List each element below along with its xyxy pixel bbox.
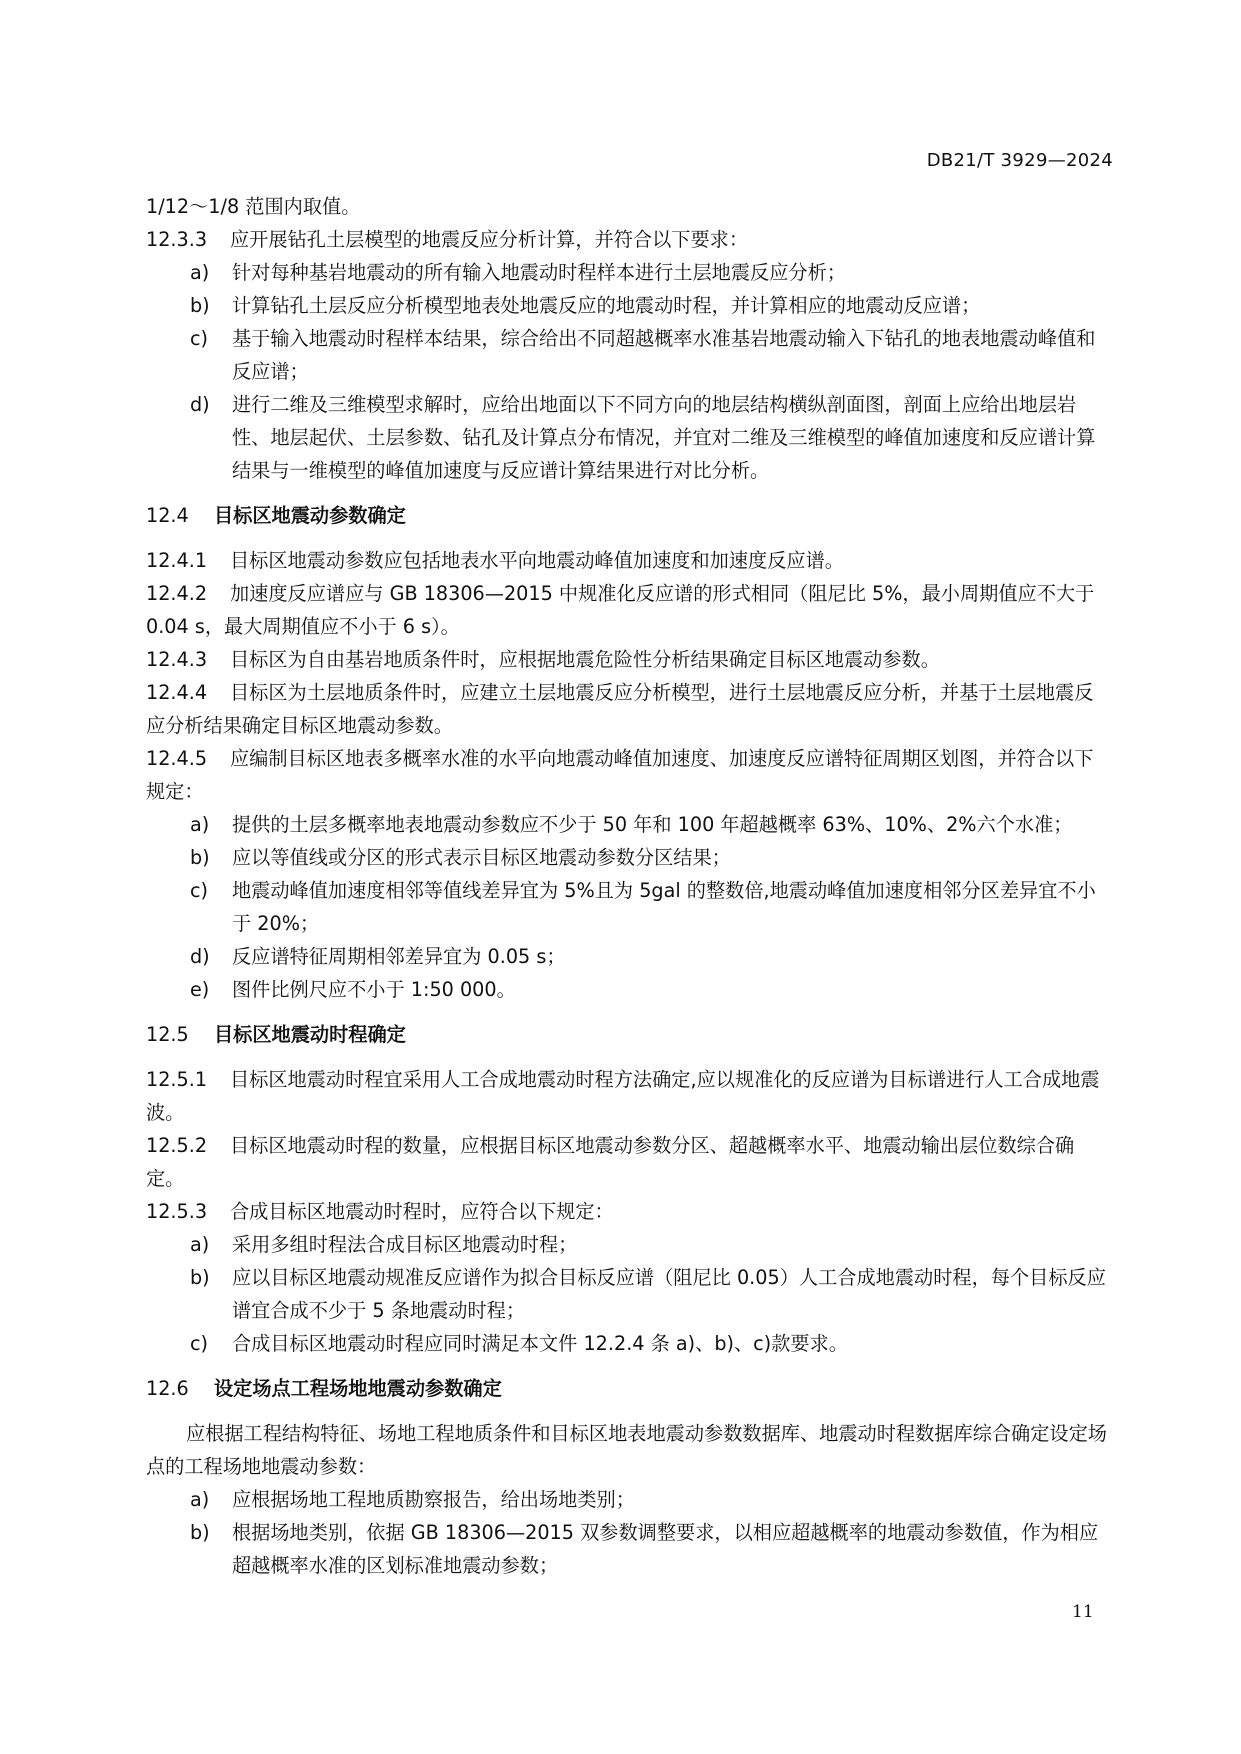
list-text: 合成目标区地震动时程应同时满足本文件 12.2.4 条 a)、b)、c)款要求。 — [232, 1332, 848, 1355]
list-item — [146, 256, 1110, 289]
page-number: 11 — [1072, 1602, 1094, 1622]
paragraph — [146, 190, 1110, 223]
clause-12-5-3 — [146, 1195, 1110, 1228]
clause-text: 加速度反应谱应与 GB 18306—2015 中规准化反应谱的形式相同（阻尼比 5%，最小周期值应不大于 0.04 s，最大周期值应不小于 6 s）。 — [146, 582, 1095, 638]
clause-number: 12.3.3 — [146, 228, 208, 251]
clause-text: 应开展钻孔土层模型的地震反应分析计算，并符合以下要求： — [230, 228, 749, 251]
list-text: 根据场地类别，依据 GB 18306—2015 双参数调整要求，以相应超越概率的地震动参数值，作为相应超越概率水准的区划标准地震动参数； — [232, 1521, 1099, 1577]
list-label: b) — [190, 294, 210, 317]
section-heading-12-4 — [146, 499, 1110, 532]
clause-text: 目标区地震动时程宜采用人工合成地震动时程方法确定,应以规准化的反应谱为目标谱进行人工合成地震波。 — [146, 1068, 1100, 1124]
clause-number: 12.5.3 — [146, 1200, 208, 1223]
clause-12-4-2 — [146, 577, 1110, 643]
clause-12-4-5 — [146, 742, 1110, 808]
list-label: d) — [190, 945, 210, 968]
section-number: 12.6 — [146, 1377, 189, 1400]
paragraph-text: 1/12～1/8 范围内取值。 — [146, 195, 361, 218]
clause-number: 12.5.2 — [146, 1134, 208, 1157]
list-item — [146, 973, 1110, 1006]
paragraph-text: 应根据工程结构特征、场地工程地质条件和目标区地表地震动参数数据库、地震动时程数据库综合确定设定场点的工程场地地震动参数： — [146, 1422, 1107, 1478]
section-title: 目标区地震动时程确定 — [214, 1023, 406, 1046]
clause-text: 应编制目标区地表多概率水准的水平向地震动峰值加速度、加速度反应谱特征周期区划图，并符合以下规定： — [146, 747, 1094, 803]
list-item — [146, 1327, 1110, 1360]
section-heading-12-6 — [146, 1372, 1110, 1405]
list-label: b) — [190, 1521, 210, 1544]
list-label: a) — [190, 1233, 210, 1256]
list-item — [146, 289, 1110, 322]
list-item — [146, 874, 1110, 940]
list-item — [146, 322, 1110, 388]
list-label: d) — [190, 393, 210, 416]
list-item — [146, 940, 1110, 973]
clause-12-5-1 — [146, 1063, 1110, 1129]
section-title: 设定场点工程场地地震动参数确定 — [214, 1377, 502, 1400]
list-text: 提供的土层多概率地表地震动参数应不少于 50 年和 100 年超越概率 63%、10%、2%六个水准； — [232, 813, 1073, 836]
list-label: a) — [190, 261, 210, 284]
list-item — [146, 1483, 1110, 1516]
list-label: c) — [190, 1332, 209, 1355]
list-label: e) — [190, 978, 210, 1001]
list-label: a) — [190, 1488, 210, 1511]
list-text: 采用多组时程法合成目标区地震动时程； — [232, 1233, 578, 1256]
clause-number: 12.4.5 — [146, 747, 208, 770]
list-label: b) — [190, 846, 210, 869]
section-heading-12-5 — [146, 1018, 1110, 1051]
list-text: 图件比例尺应不小于 1:50 000。 — [232, 978, 516, 1001]
section-number: 12.5 — [146, 1023, 189, 1046]
section-number: 12.4 — [146, 504, 189, 527]
list-label: b) — [190, 1266, 210, 1289]
list-item — [146, 388, 1110, 487]
list-text: 地震动峰值加速度相邻等值线差异宜为 5%且为 5gal 的整数倍,地震动峰值加速度相邻分区差异宜不小于 20%； — [232, 879, 1096, 935]
clause-number: 12.4.3 — [146, 648, 208, 671]
clause-text: 目标区地震动时程的数量，应根据目标区地震动参数分区、超越概率水平、地震动输出层位数综合确定。 — [146, 1134, 1075, 1190]
paragraph — [146, 1417, 1110, 1483]
list-text: 基于输入地震动时程样本结果，综合给出不同超越概率水准基岩地震动输入下钻孔的地表地震动峰值和反应谱； — [232, 327, 1096, 383]
list-text: 应根据场地工程地质勘察报告，给出场地类别； — [232, 1488, 635, 1511]
clause-number: 12.4.1 — [146, 549, 208, 572]
list-label: c) — [190, 327, 209, 350]
clause-12-4-3 — [146, 643, 1110, 676]
list-text: 计算钻孔土层反应分析模型地表处地震反应的地震动时程，并计算相应的地震动反应谱； — [232, 294, 981, 317]
clause-number: 12.4.2 — [146, 582, 208, 605]
clause-12-4-1 — [146, 544, 1110, 577]
list-text: 反应谱特征周期相邻差异宜为 0.05 s； — [232, 945, 566, 968]
list-label: a) — [190, 813, 210, 836]
list-item — [146, 841, 1110, 874]
list-text: 针对每种基岩地震动的所有输入地震动时程样本进行土层地震反应分析； — [232, 261, 846, 284]
list-item — [146, 808, 1110, 841]
list-item — [146, 1228, 1110, 1261]
clause-12-3-3 — [146, 223, 1110, 256]
clause-text: 目标区为土层地质条件时，应建立土层地震反应分析模型，进行土层地震反应分析，并基于土层地震反应分析结果确定目标区地震动参数。 — [146, 681, 1094, 737]
list-text: 进行二维及三维模型求解时，应给出地面以下不同方向的地层结构横纵剖面图，剖面上应给出地层岩性、地层起伏、土层参数、钻孔及计算点分布情况，并宜对二维及三维模型的峰值加速度和反应谱计算结果与一维模型的峰值加速度与反应谱计算结果进行对比分析。 — [232, 393, 1096, 482]
clause-number: 12.4.4 — [146, 681, 208, 704]
list-label: c) — [190, 879, 209, 902]
clause-12-5-2 — [146, 1129, 1110, 1195]
list-item — [146, 1516, 1110, 1582]
list-text: 应以等值线或分区的形式表示目标区地震动参数分区结果； — [232, 846, 731, 869]
list-item — [146, 1261, 1110, 1327]
standard-number: DB21/T 3929—2024 — [926, 150, 1113, 171]
clause-number: 12.5.1 — [146, 1068, 208, 1091]
list-text: 应以目标区地震动规准反应谱作为拟合目标反应谱（阻尼比 0.05）人工合成地震动时程，每个目标反应谱宜合成不少于 5 条地震动时程； — [232, 1266, 1106, 1322]
clause-text: 合成目标区地震动时程时，应符合以下规定： — [230, 1200, 614, 1223]
section-title: 目标区地震动参数确定 — [214, 504, 406, 527]
clause-text: 目标区地震动参数应包括地表水平向地震动峰值加速度和加速度反应谱。 — [230, 549, 844, 572]
clause-12-4-4 — [146, 676, 1110, 742]
document-body — [146, 190, 1110, 1582]
clause-text: 目标区为自由基岩地质条件时，应根据地震危险性分析结果确定目标区地震动参数。 — [230, 648, 940, 671]
